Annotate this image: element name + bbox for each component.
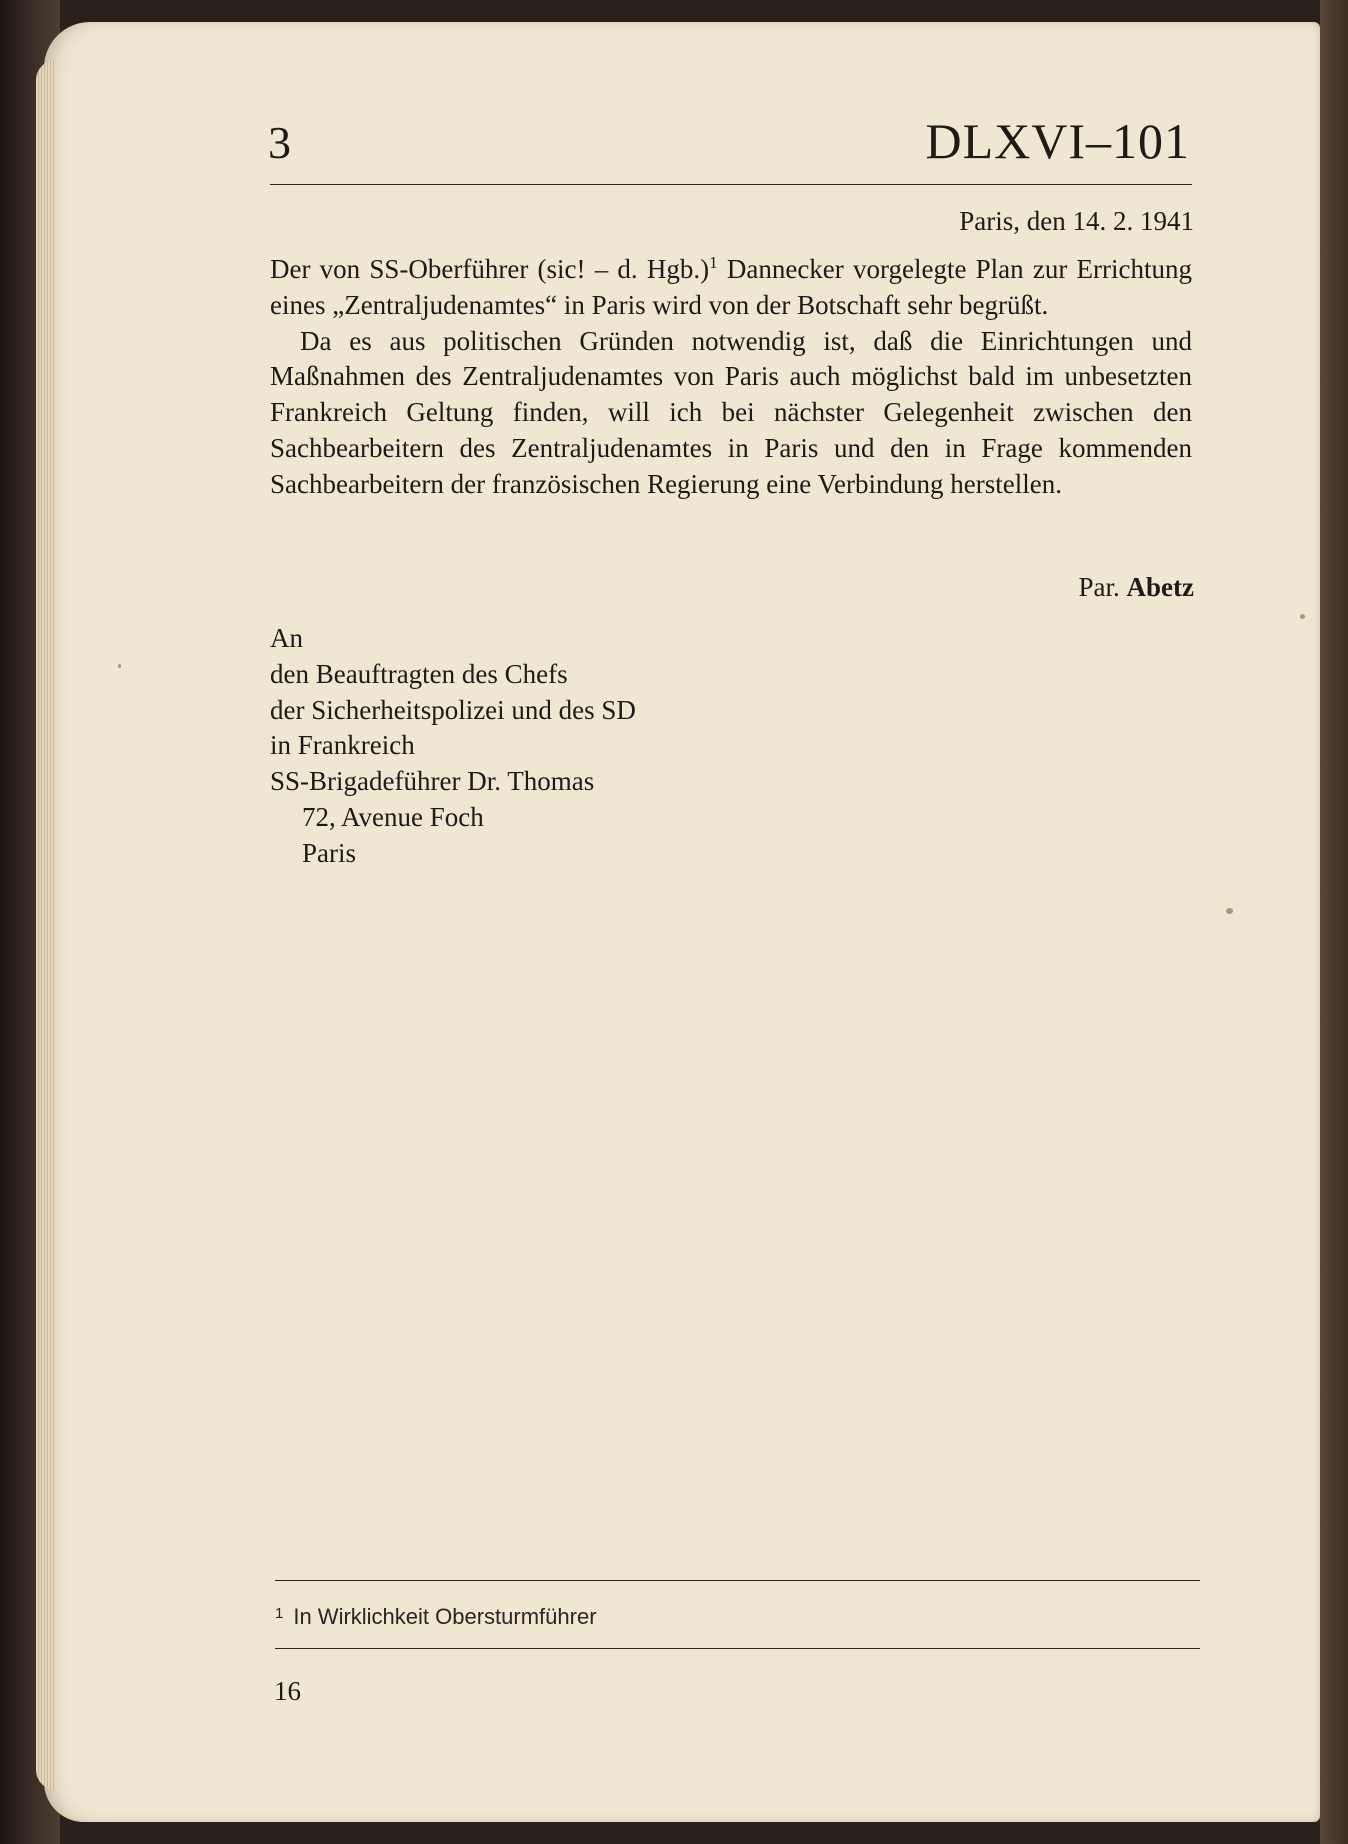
page-stack-edge — [36, 60, 56, 1790]
signature-name: Abetz — [1126, 572, 1194, 602]
recipient-address — [270, 621, 636, 872]
address-city: Paris — [302, 837, 356, 868]
signature-prefix: Par. — [1078, 572, 1120, 602]
book-right-edge — [1320, 0, 1348, 1844]
footnote-reference: 1 — [709, 253, 718, 272]
page-number: 16 — [274, 1676, 301, 1706]
address-line: den Beauftragten des Chefs — [270, 658, 568, 689]
address-street: 72, Avenue Foch — [302, 801, 484, 832]
letter-paragraph-1 — [270, 252, 1192, 324]
letter-dateline: Paris, den 14. 2. 1941 — [959, 206, 1194, 236]
address-line: SS-Brigadeführer Dr. Thomas — [270, 766, 595, 797]
paragraph-1-text-end: Dannecker vorgelegte Plan zur Errichtung eines „Zentraljudenamtes“ in Paris wird von der Botschaft sehr begrüßt. — [270, 254, 1192, 320]
address-line: in Frankreich — [270, 730, 415, 761]
document-number: 3 — [268, 117, 291, 168]
footnote-text: In Wirklichkeit Obersturmführer — [293, 1604, 597, 1629]
footnote — [275, 1604, 597, 1630]
address-line: An — [270, 623, 303, 653]
footnote-rule-bottom — [275, 1648, 1200, 1649]
letter-signature — [1079, 572, 1195, 603]
paper-speck — [118, 664, 121, 668]
paper-speck — [1300, 614, 1305, 619]
paragraph-1-text-start: Der von SS-Oberführer (sic! – d. Hgb.) — [270, 254, 710, 284]
letter-body — [270, 252, 1192, 503]
footnote-marker: 1 — [275, 1605, 284, 1622]
paper-speck — [1226, 908, 1233, 914]
letter-paragraph-2: Da es aus politischen Gründen notwendig ist, daß die Einrichtungen und Maßnahmen des Zentraljudenamtes von Paris auch möglichst bald im unbesetzten Frankreich Geltung finden, will ich bei nächster Gelegenheit zwischen den Sachbearbeitern des Zentraljudenamtes in Paris und den in Frage kommenden Sachbearbeitern der französischen Regierung eine Verbindung herstellen. — [270, 325, 1192, 499]
address-line: der Sicherheitspolizei und des SD — [270, 694, 636, 725]
header-rule — [270, 184, 1192, 185]
footnote-rule-top — [275, 1580, 1200, 1581]
document-code: DLXVI–101 — [925, 113, 1190, 169]
